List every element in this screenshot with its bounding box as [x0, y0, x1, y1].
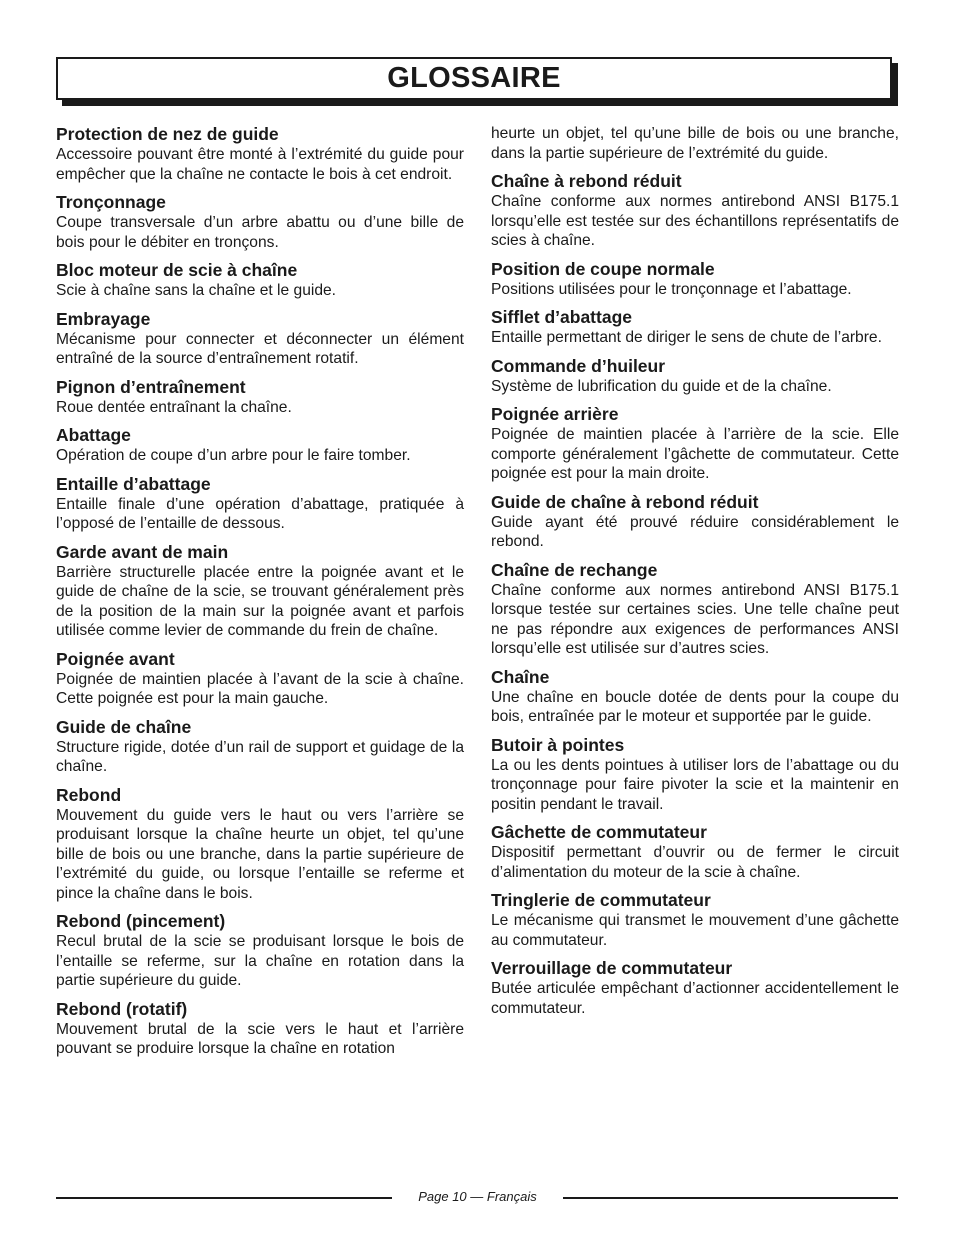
glossary-entry: [56, 192, 464, 252]
glossary-term: Butoir à pointes: [491, 734, 625, 755]
glossary-definition: Système de lubrification du guide et de la chaîne.: [491, 377, 832, 395]
glossary-entry: [56, 425, 464, 466]
glossary-term: Abattage: [56, 425, 131, 445]
glossary-entry: [491, 404, 899, 484]
glossary-term: Gâchette de commutateur: [491, 822, 707, 842]
glossary-definition: Structure rigide, dotée d’un rail de support et guidage de la chaîne.: [56, 738, 464, 775]
glossary-definition: Accessoire pouvant être monté à l’extrémité du guide pour empêcher que la chaîne ne contacte le bois à cet endroit.: [56, 146, 464, 183]
glossary-term: Tringlerie de commutateur: [491, 890, 711, 910]
glossary-term: Chaîne à rebond réduit: [491, 171, 682, 191]
glossary-definition: Poignée de maintien placée à l’avant de la scie à chaîne. Cette poignée est pour la main gauche.: [56, 670, 464, 707]
glossary-term: Sifflet d’abattage: [491, 307, 632, 327]
glossary-definition: Entaille finale d’une opération d’abattage, pratiquée à l’opposé de l’entaille de dessous.: [56, 495, 464, 532]
glossary-definition: Guide ayant été prouvé réduire considérablement le rebond.: [491, 513, 899, 550]
glossary-term: Rebond: [56, 784, 122, 805]
glossary-left-column: [56, 124, 464, 1067]
glossary-definition: Le mécanisme qui transmet le mouvement d’une gâchette au commutateur.: [491, 912, 899, 949]
glossary-entry: [491, 667, 899, 727]
glossary-term: Chaîne de rechange: [491, 559, 658, 580]
glossary-entry: [56, 377, 464, 418]
glossary-entry: [491, 307, 899, 348]
glossary-entry: [56, 911, 464, 991]
glossary-entry: [491, 171, 899, 251]
glossary-entry: [491, 356, 899, 397]
glossary-entry: [491, 492, 899, 552]
glossary-term: Tronçonnage: [56, 192, 166, 212]
glossary-definition: Mouvement brutal de la scie vers le haut et l’arrière pouvant se produire lorsque la chaîne en rotation: [56, 1020, 464, 1057]
glossary-entry: [56, 785, 464, 904]
glossary-definition: Poignée de maintien placée à l’arrière de la scie. Elle comporte généralement l’gâchette de commutateur. Cette poignée est pour la main droite.: [491, 426, 899, 482]
glossary-definition: Mécanisme pour connecter et déconnecter un élément entraîné de la source d’entraînement rotatif.: [56, 330, 464, 367]
glossary-definition: Opération de coupe d’un arbre pour le faire tomber.: [56, 447, 411, 464]
glossary-term: Protection de nez de guide: [56, 124, 279, 144]
glossary-entry: [491, 259, 899, 300]
glossary-entry: [56, 260, 464, 301]
glossary-entry: [56, 309, 464, 369]
glossary-term: Poignée avant: [56, 648, 175, 669]
glossary-entry: [491, 735, 899, 815]
glossary-term: Verrouillage de commutateur: [491, 958, 733, 978]
glossary-term: Garde avant de main: [56, 541, 229, 562]
glossary-term: Chaîne: [491, 666, 550, 687]
glossary-term: Rebond (rotatif): [56, 998, 188, 1019]
glossary-definition: La ou les dents pointues à utiliser lors de l’abattage ou du tronçonnage pour faire pivoter la scie et la maintenir en positin pendant le travail.: [491, 756, 899, 813]
glossary-entry: [56, 999, 464, 1059]
glossary-right-entries: [491, 171, 899, 1018]
footer-page-label: Page 10 — Français: [418, 1189, 537, 1204]
footer-rule-left: [56, 1197, 392, 1199]
continued-definition: heurte un objet, tel qu’une bille de bois ou une branche, dans la partie supérieure de l’extrémité du guide.: [491, 125, 899, 162]
glossary-term: Position de coupe normale: [491, 258, 715, 279]
glossary-definition: Barrière structurelle placée entre la poignée avant et le guide de chaîne de la scie, se trouvant généralement près de la position de la main sur la poignée avant et parfois utilisée comme levier de commande du frein de chaîne.: [56, 563, 464, 639]
glossary-entry: [491, 890, 899, 950]
glossary-term: Pignon d’entraînement: [56, 376, 246, 397]
glossary-definition: Une chaîne en boucle dotée de dents pour la coupe du bois, entraînée par le moteur et supportée par le guide.: [491, 688, 899, 725]
glossary-definition: Mouvement du guide vers le haut ou vers l’arrière se produisant lorsque la chaîne heurte un objet, tel qu’une bille de bois ou une branche, dans la partie supérieure de l’extrémité du guide, ou lorsque l’entaille se referme et pince la chaîne dans le bois.: [56, 806, 464, 902]
glossary-entry: [56, 717, 464, 777]
glossary-term: Rebond (pincement): [56, 911, 226, 931]
glossary-term: Entaille d’abattage: [56, 473, 211, 494]
glossary-term: Embrayage: [56, 308, 151, 329]
glossary-entry: [56, 542, 464, 641]
glossary-definition: Chaîne conforme aux normes antirebond ANSI B175.1 lorsque testée sur certaines scies. Une telle chaîne peut ne pas répondre aux exigences de performances ANSI lorsqu’elle est utilisée sur d’autres scies.: [491, 581, 899, 657]
glossary-definition: Recul brutal de la scie se produisant lorsque le bois de l’entaille se referme, sur la chaîne en rotation dans la partie supérieure du guide.: [56, 933, 464, 989]
glossary-term: Guide de chaîne à rebond réduit: [491, 491, 759, 512]
glossary-definition: Coupe transversale d’un arbre abattu ou d’une bille de bois pour le débiter en tronçons.: [56, 214, 464, 251]
glossary-definition: Chaîne conforme aux normes antirebond ANSI B175.1 lorsqu’elle est testée sur des échantillons représentatifs de scies à chaîne.: [491, 193, 899, 249]
glossary-definition: Positions utilisées pour le tronçonnage et l’abattage.: [491, 280, 852, 298]
glossary-term: Commande d’huileur: [491, 355, 666, 376]
title-banner: [56, 57, 892, 100]
glossary-definition: Roue dentée entraînant la chaîne.: [56, 398, 292, 416]
page-title: GLOSSAIRE: [387, 62, 561, 94]
glossary-entry: [56, 649, 464, 709]
footer-rule-right: [563, 1197, 898, 1199]
glossary-definition: Butée articulée empêchant d’actionner accidentellement le commutateur.: [491, 980, 899, 1017]
glossary-definition: Dispositif permettant d’ouvrir ou de fermer le circuit d’alimentation du moteur de la scie à chaîne.: [491, 844, 899, 881]
glossary-entry: [56, 474, 464, 534]
glossary-term: Guide de chaîne: [56, 716, 192, 737]
glossary-entry: [491, 560, 899, 659]
glossary-entry: [56, 124, 464, 184]
glossary-entry: [491, 822, 899, 882]
glossary-right-column: [491, 124, 899, 1026]
glossary-term: Bloc moteur de scie à chaîne: [56, 260, 298, 280]
glossary-entry: [491, 958, 899, 1018]
glossary-definition: Scie à chaîne sans la chaîne et le guide.: [56, 282, 337, 299]
glossary-definition: Entaille permettant de diriger le sens de chute de l’arbre.: [491, 329, 882, 346]
glossary-term: Poignée arrière: [491, 404, 619, 424]
